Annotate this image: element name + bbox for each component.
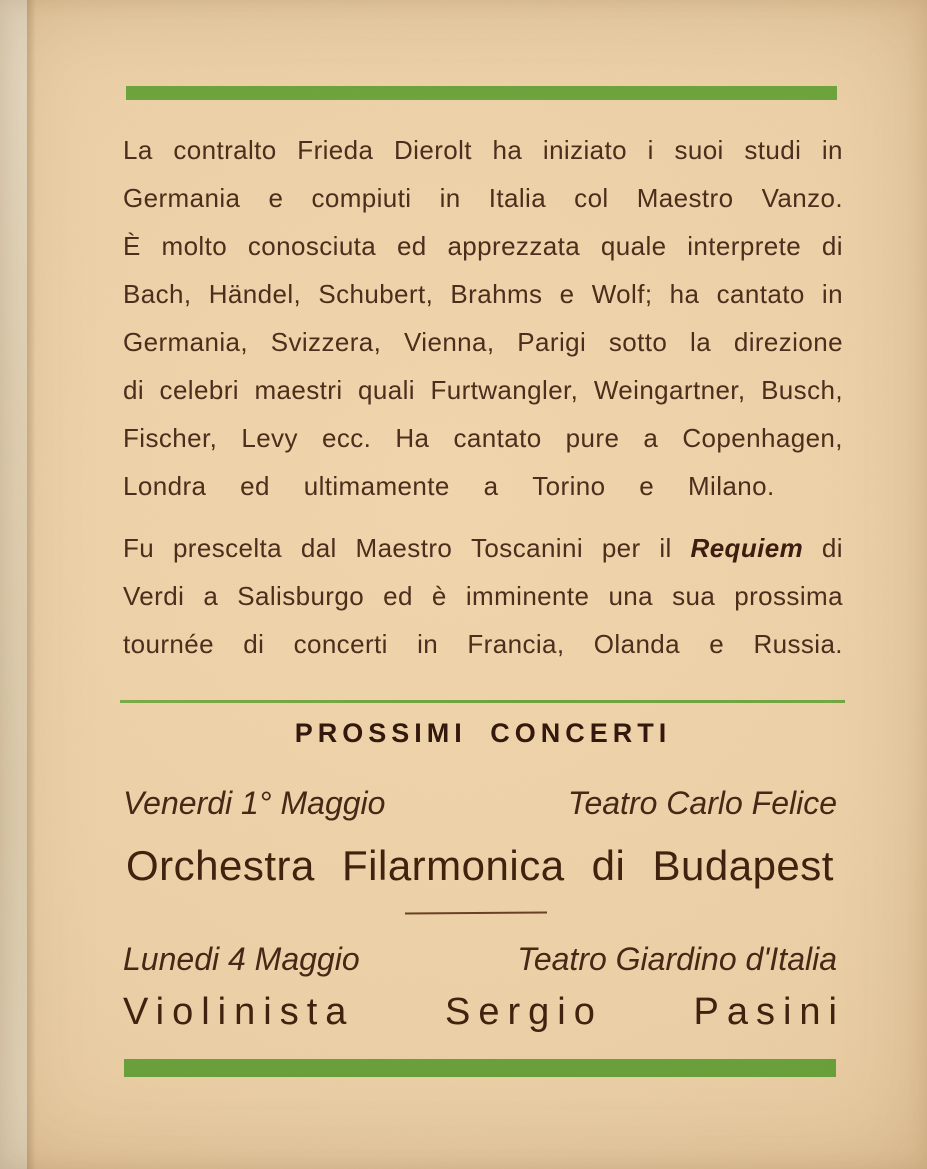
about-line: di celebri maestri quali Furtwangler, Weingartner, Busch, — [123, 374, 843, 405]
event-1-venue: Teatro Carlo Felice — [567, 784, 837, 821]
about-line: È molto conosciuta ed apprezzata quale interprete di — [123, 230, 843, 261]
about-line: Germania e compiuti in Italia col Maestro Vanzo. — [123, 182, 843, 213]
toscanini-line-3: tournée di concerti in Francia, Olanda e Russia. — [123, 628, 843, 659]
toscanini-line-1: Fu prescelta dal Maestro Toscanini per il Requiem di — [123, 532, 843, 563]
top-accent-bar — [126, 86, 837, 100]
event-1-row — [123, 783, 837, 823]
about-line: Bach, Händel, Schubert, Brahms e Wolf; ha cantato in — [123, 278, 843, 309]
event-1-date: Venerdi 1° Maggio — [123, 784, 386, 821]
about-line: Fischer, Levy ecc. Ha cantato pure a Copenhagen, — [123, 422, 843, 453]
event-divider — [405, 912, 547, 915]
left-edge-strip — [0, 0, 27, 1169]
event-2-performer: Violinista Sergio Pasini — [123, 990, 845, 1033]
event-1-performer: Orchestra Filarmonica di Budapest — [126, 842, 834, 889]
about-line: La contralto Frieda Dierolt ha iniziato i suoi studi in — [123, 134, 843, 165]
event-2-date: Lunedi 4 Maggio — [123, 940, 360, 977]
event-2-venue: Teatro Giardino d'Italia — [517, 940, 837, 977]
event-2-row — [123, 939, 837, 979]
about-paragraph — [123, 126, 843, 510]
toscanini-paragraph — [123, 524, 843, 668]
spine-crease — [27, 0, 36, 1169]
concerts-heading: PROSSIMI CONCERTI — [294, 718, 672, 748]
section-rule — [120, 700, 845, 703]
bottom-accent-bar — [124, 1059, 836, 1077]
about-line: Londra ed ultimamente a Torino e Milano. — [123, 470, 775, 501]
toscanini-line-2: Verdi a Salisburgo ed è imminente una sua prossima — [123, 580, 843, 611]
about-line: Germania, Svizzera, Vienna, Parigi sotto la direzione — [123, 326, 843, 357]
